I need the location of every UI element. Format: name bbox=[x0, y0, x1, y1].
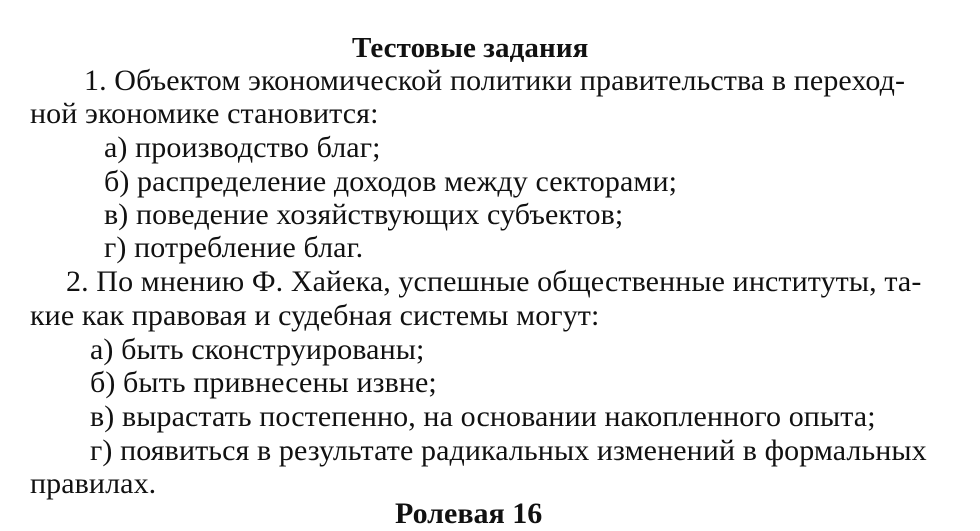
next-heading-clipped bbox=[395, 497, 555, 530]
question-2-stem-line-1: 2. По мнению Ф. Хайека, успешные общественные институты, та- bbox=[66, 265, 922, 298]
question-2-option-a: а) быть сконструированы; bbox=[90, 333, 425, 366]
question-2-stem-line-2: кие как правовая и судебная системы могут: bbox=[30, 299, 600, 332]
question-1-option-d: г) потребление благ. bbox=[104, 231, 364, 264]
question-2-option-b: б) быть привнесены извне; bbox=[90, 366, 437, 399]
question-2-option-c: в) вырастать постепенно, на основании накопленного опыта; bbox=[90, 400, 876, 433]
question-1-stem-line-2: ной экономике становится: bbox=[30, 97, 379, 130]
question-2-option-d-continuation: правилах. bbox=[30, 467, 157, 500]
next-heading-text: Ролевая 16 bbox=[395, 497, 543, 530]
question-1-option-a: а) производство благ; bbox=[104, 131, 381, 164]
question-1-stem-line-1: 1. Объектом экономической политики правительства в переход- bbox=[84, 64, 906, 97]
question-1-option-c: в) поведение хозяйствующих субъектов; bbox=[104, 198, 624, 231]
question-1-option-b: б) распределение доходов между секторами; bbox=[104, 165, 678, 198]
page-title: Тестовые задания bbox=[352, 32, 589, 64]
question-2-option-d: г) появиться в результате радикальных изменений в формальных bbox=[90, 434, 927, 467]
